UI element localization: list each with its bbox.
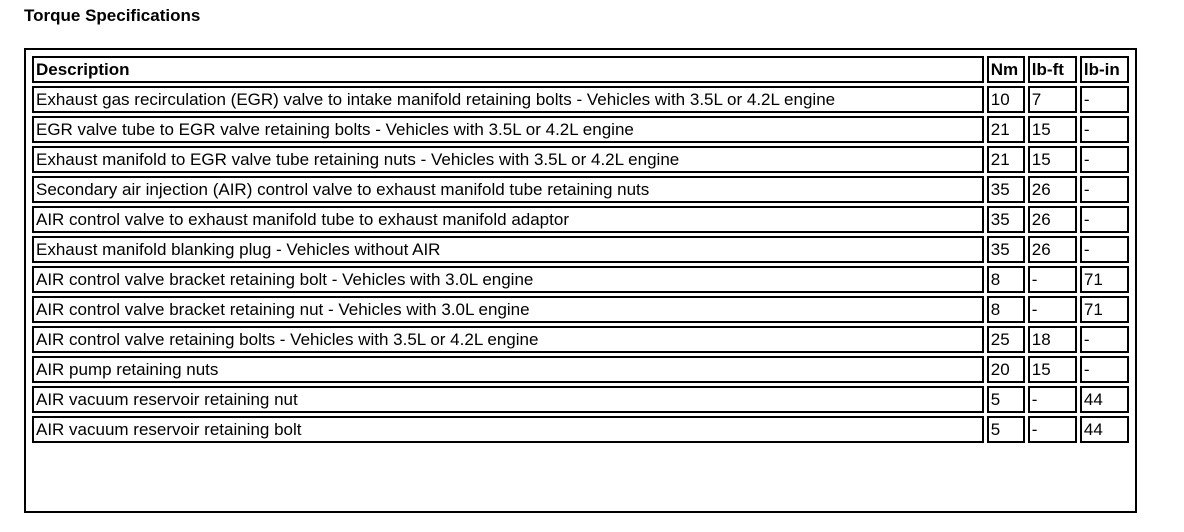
table-row bbox=[32, 266, 1129, 293]
cell-lbin: 71 bbox=[1080, 266, 1129, 293]
cell-description: Exhaust gas recirculation (EGR) valve to intake manifold retaining bolts - Vehicles with 3.5L or 4.2L engine bbox=[32, 86, 984, 113]
cell-nm: 25 bbox=[987, 326, 1025, 353]
column-header-lbft: lb-ft bbox=[1028, 56, 1077, 83]
cell-description: AIR control valve retaining bolts - Vehicles with 3.5L or 4.2L engine bbox=[32, 326, 984, 353]
cell-description: EGR valve tube to EGR valve retaining bolts - Vehicles with 3.5L or 4.2L engine bbox=[32, 116, 984, 143]
cell-lbft: 26 bbox=[1028, 206, 1077, 233]
cell-lbin: - bbox=[1080, 146, 1129, 173]
cell-lbin: - bbox=[1080, 356, 1129, 383]
column-header-lbin: lb-in bbox=[1080, 56, 1129, 83]
torque-spec-table-frame bbox=[24, 48, 1137, 513]
table-row bbox=[32, 386, 1129, 413]
cell-nm: 21 bbox=[987, 116, 1025, 143]
cell-lbft: - bbox=[1028, 296, 1077, 323]
table-row bbox=[32, 416, 1129, 443]
cell-description: AIR control valve bracket retaining bolt - Vehicles with 3.0L engine bbox=[32, 266, 984, 293]
torque-spec-table bbox=[29, 53, 1132, 446]
cell-lbin: - bbox=[1080, 326, 1129, 353]
cell-nm: 8 bbox=[987, 266, 1025, 293]
table-row bbox=[32, 146, 1129, 173]
cell-lbft: - bbox=[1028, 416, 1077, 443]
cell-description: Exhaust manifold blanking plug - Vehicles without AIR bbox=[32, 236, 984, 263]
column-header-description: Description bbox=[32, 56, 984, 83]
cell-description: AIR control valve to exhaust manifold tube to exhaust manifold adaptor bbox=[32, 206, 984, 233]
cell-description: AIR pump retaining nuts bbox=[32, 356, 984, 383]
cell-description: AIR vacuum reservoir retaining bolt bbox=[32, 416, 984, 443]
table-row bbox=[32, 296, 1129, 323]
cell-nm: 5 bbox=[987, 416, 1025, 443]
cell-nm: 20 bbox=[987, 356, 1025, 383]
cell-description: Exhaust manifold to EGR valve tube retaining nuts - Vehicles with 3.5L or 4.2L engine bbox=[32, 146, 984, 173]
cell-lbft: 15 bbox=[1028, 356, 1077, 383]
cell-lbft: 26 bbox=[1028, 176, 1077, 203]
table-header-row bbox=[32, 56, 1129, 83]
table-row bbox=[32, 356, 1129, 383]
cell-lbft: 15 bbox=[1028, 146, 1077, 173]
cell-lbft: - bbox=[1028, 386, 1077, 413]
cell-lbft: 15 bbox=[1028, 116, 1077, 143]
cell-lbin: - bbox=[1080, 236, 1129, 263]
cell-nm: 21 bbox=[987, 146, 1025, 173]
cell-lbft: 7 bbox=[1028, 86, 1077, 113]
table-row bbox=[32, 176, 1129, 203]
table-row bbox=[32, 236, 1129, 263]
cell-lbin: 44 bbox=[1080, 386, 1129, 413]
cell-nm: 35 bbox=[987, 236, 1025, 263]
cell-lbin: - bbox=[1080, 176, 1129, 203]
cell-lbin: - bbox=[1080, 86, 1129, 113]
cell-lbft: - bbox=[1028, 266, 1077, 293]
cell-nm: 10 bbox=[987, 86, 1025, 113]
cell-lbin: 44 bbox=[1080, 416, 1129, 443]
cell-lbin: - bbox=[1080, 206, 1129, 233]
table-row bbox=[32, 206, 1129, 233]
cell-description: AIR vacuum reservoir retaining nut bbox=[32, 386, 984, 413]
page-title: Torque Specifications bbox=[24, 6, 201, 25]
cell-lbin: 71 bbox=[1080, 296, 1129, 323]
table-row bbox=[32, 86, 1129, 113]
cell-lbft: 18 bbox=[1028, 326, 1077, 353]
cell-description: Secondary air injection (AIR) control valve to exhaust manifold tube retaining nuts bbox=[32, 176, 984, 203]
cell-nm: 8 bbox=[987, 296, 1025, 323]
column-header-nm: Nm bbox=[987, 56, 1025, 83]
table-row bbox=[32, 326, 1129, 353]
cell-lbft: 26 bbox=[1028, 236, 1077, 263]
cell-description: AIR control valve bracket retaining nut - Vehicles with 3.0L engine bbox=[32, 296, 984, 323]
cell-lbin: - bbox=[1080, 116, 1129, 143]
cell-nm: 35 bbox=[987, 206, 1025, 233]
cell-nm: 35 bbox=[987, 176, 1025, 203]
cell-nm: 5 bbox=[987, 386, 1025, 413]
table-row bbox=[32, 116, 1129, 143]
